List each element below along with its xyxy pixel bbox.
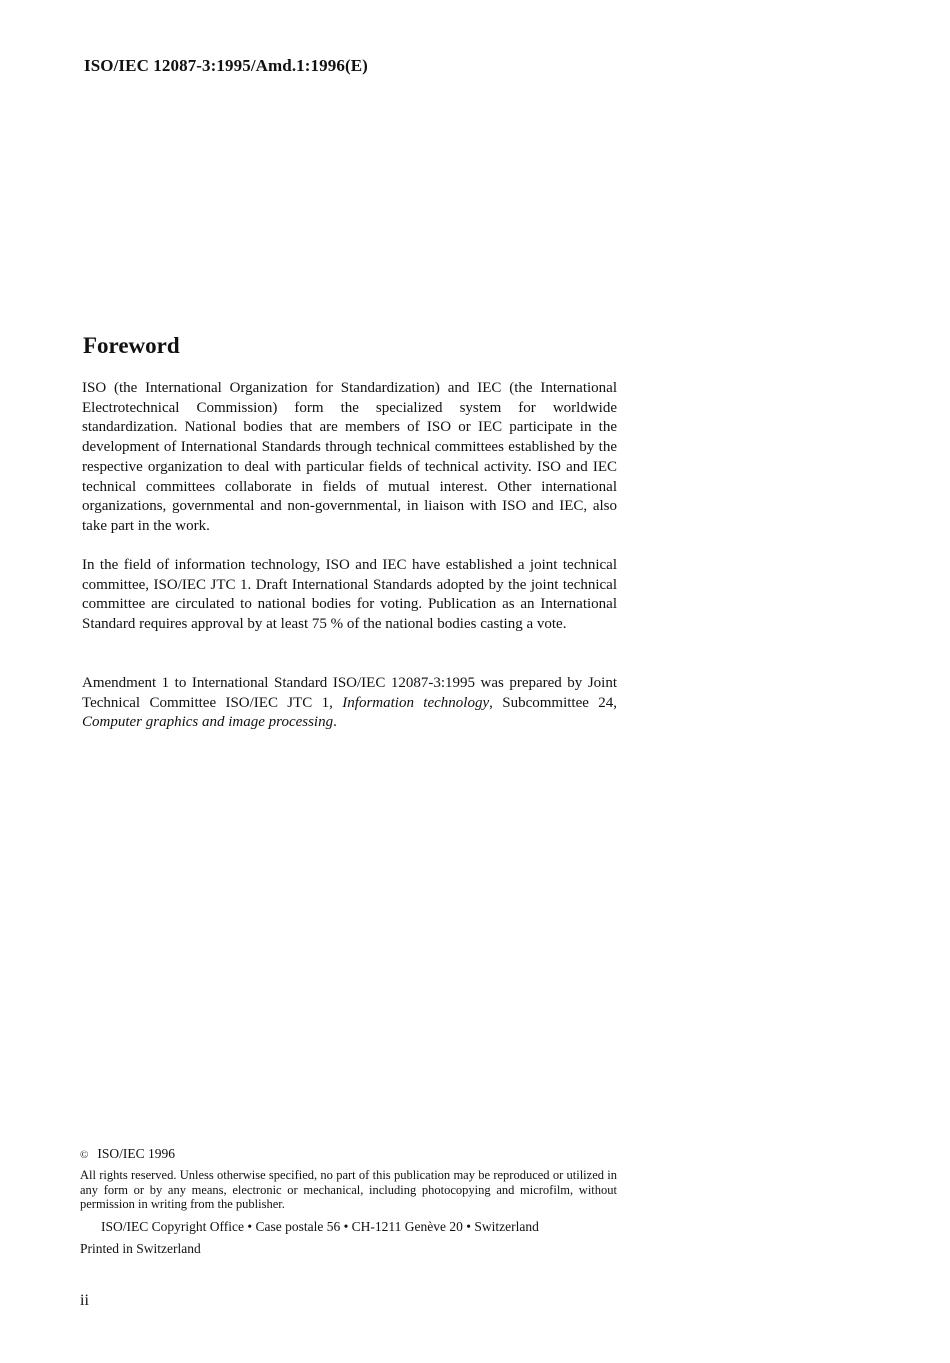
page-number: ii — [80, 1292, 89, 1309]
copyright-block — [80, 1145, 617, 1258]
copyright-notice: ISO/IEC 1996 — [97, 1146, 175, 1161]
copyright-symbol: © — [80, 1149, 89, 1161]
paragraph-3-text-1: Amendment 1 to International Standard ISO/IEC 12087-3:1995 was prepared by Joint Technical Committee ISO/IEC JTC 1, — [82, 675, 617, 711]
foreword-paragraph-1: ISO (the International Organization for Standardization) and IEC (the International Electrotechnical Commission) form the specialized system for worldwide standardization. National bodies that are members of ISO or IEC participate in the development of International Standards through technical committees established by the respective organization to deal with particular fields of technical activity. ISO and IEC technical committees collaborate in fields of mutual interest. Other international organizations, governmental and non-governmental, in liaison with ISO and IEC, also take part in the work. — [82, 380, 617, 534]
rights-statement: All rights reserved. Unless otherwise specified, no part of this publication may be reproduced or utilized in any form or by any means, electronic or mechanical, including photocopying and microfilm, without permission in writing from the publisher. — [80, 1168, 617, 1211]
copyright-office-address: ISO/IEC Copyright Office • Case postale 56 • CH-1211 Genève 20 • Switzerland — [101, 1218, 539, 1234]
foreword-paragraph-3 — [82, 674, 617, 733]
printed-location: Printed in Switzerland — [80, 1240, 201, 1256]
committee-title-italic: Information technology — [342, 694, 490, 711]
foreword-paragraph-2: In the field of information technology, ISO and IEC have established a joint technical committee, ISO/IEC JTC 1. Draft International Standards adopted by the joint technical committee are circulated to national bodies for voting. Publication as an International Standard requires approval by at least 75 % of the national bodies casting a vote. — [82, 557, 617, 633]
subcommittee-title-italic: Computer graphics and image processing — [82, 714, 334, 731]
document-identifier: ISO/IEC 12087-3:1995/Amd.1:1996(E) — [84, 56, 368, 75]
paragraph-3-text-3: . — [333, 714, 337, 731]
foreword-heading: Foreword — [83, 333, 180, 358]
paragraph-3-text-2: , Subcommittee 24, — [489, 694, 617, 711]
copyright-line — [80, 1145, 617, 1164]
